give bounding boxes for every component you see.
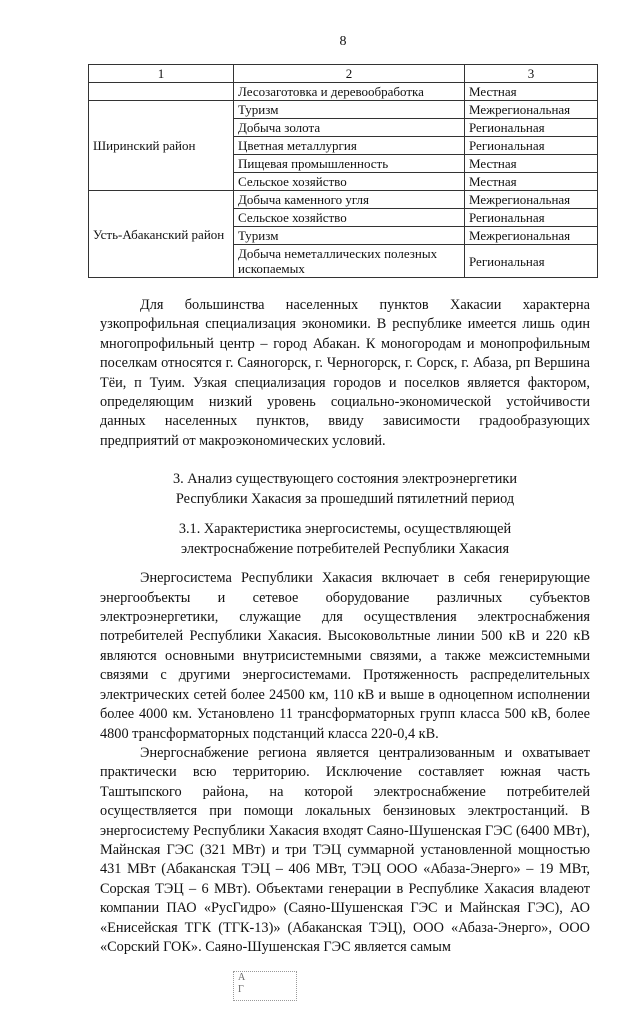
heading-line: Республики Хакасия за прошедший пятилетний период — [175, 491, 515, 508]
paragraph-text: Энергосистема Республики Хакасия включает в себя генерирующие энергообъекты и сетевое оборудование различных субъектов электроэнергетики, служащие для осуществления электроснабжения потребителей Республики Хакасия. Высоковольтные линии 500 кВ и 220 кВ являются основными внутрисистемными связями, а также межсистемными связями с другими энергосистемами. Протяженность распределительных электрических сетей более 24500 км, 110 кВ и выше в одноцепном исполнении более 4000 км. Установлено 11 трансформаторных групп класса 500 кВ, более 4800 трансформаторных подстанций класса 220-0,4 кВ. — [100, 570, 590, 742]
industry-cell: Сельское хозяйство — [234, 173, 465, 191]
industry-cell: Лесозаготовка и деревообработка — [234, 83, 465, 101]
header-cell: 3 — [465, 65, 598, 83]
industry-table — [88, 64, 598, 278]
paragraph-text: Для большинства населенных пунктов Хакасии характерна узкопрофильная специализация экономики. В республике имеется лишь один многопрофильный центр – город Абакан. К моногородам и монопрофильным поселкам относятся г. Саяногорск, г. Черногорск, г. Сорск, г. Абаза, рп Вершина Тёи, п Туим. Узкая специализация городов и поселков является фактором, определяющим низкий уровень социально-экономической устойчивости данных населенных пунктов, ввиду зависимости градообразующих предприятий от макроэкономических условий. — [100, 297, 590, 449]
stamp-letter: Г — [238, 984, 244, 996]
header-cell: 1 — [89, 65, 234, 83]
significance-cell: Межрегиональная — [465, 191, 598, 209]
significance-cell: Местная — [465, 155, 598, 173]
stamp-letter: А — [238, 972, 246, 984]
page-number: 8 — [339, 34, 347, 49]
district-cell: Ширинский район — [89, 101, 234, 191]
industry-cell: Пищевая промышленность — [234, 155, 465, 173]
significance-cell: Межрегиональная — [465, 227, 598, 245]
paragraph-text: Энергоснабжение региона является централизованным и охватывает практически всю территорию. Исключение составляет южная часть Таштыпского района, на которой электроснабжение потребителей осуществляется при помощи локальных бензиновых электростанций. В энергосистему Республики Хакасия входят Саяно-Шушенская ГЭС (6400 МВт), Майнская ГЭС (321 МВт) и три ТЭЦ суммарной установленной мощностью 431 МВт (Абаканская ТЭЦ – 406 МВт, ТЭЦ ООО «Абаза-Энерго» – 19 МВт, Сорская ТЭЦ – 6 МВт). Объектами генерации в Республике Хакасия владеют компании ПАО «РусГидро» (Саяно-Шушенская ГЭС и Майнская ГЭС), АО «Енисейская ТГК (ТГК-13)» (Абаканская ТЭЦ), ООО «Абаза-Энерго», ООО «Сорский ГОК». Саяно-Шушенская ГЭС является самым — [100, 744, 590, 955]
industry-cell: Добыча золота — [234, 119, 465, 137]
heading-line: 3. Анализ существующего состояния электроэнергетики — [172, 471, 517, 488]
industry-cell: Туризм — [234, 227, 465, 245]
significance-cell: Региональная — [465, 119, 598, 137]
significance-cell: Региональная — [465, 209, 598, 227]
section-heading-3-1 — [100, 519, 590, 559]
table-row — [89, 191, 598, 209]
significance-cell: Региональная — [465, 137, 598, 155]
heading-line: 3.1. Характеристика энергосистемы, осуществляющей — [178, 521, 512, 538]
industry-cell: Туризм — [234, 101, 465, 119]
header-cell: 2 — [234, 65, 465, 83]
industry-cell: Сельское хозяйство — [234, 209, 465, 227]
industry-cell: Цветная металлургия — [234, 137, 465, 155]
district-cell — [89, 83, 234, 101]
table-row — [89, 83, 598, 101]
paragraph-specialization — [100, 296, 590, 451]
table-header-row — [89, 65, 598, 83]
industry-cell: Добыча неметаллических полезных ископаемых — [234, 245, 465, 278]
section-heading-3 — [100, 469, 590, 509]
paragraph-energy-supply — [100, 744, 590, 957]
significance-cell: Местная — [465, 173, 598, 191]
significance-cell: Региональная — [465, 245, 598, 278]
stamp-mark — [233, 971, 297, 1001]
significance-cell: Местная — [465, 83, 598, 101]
heading-line: электроснабжение потребителей Республики Хакасия — [180, 541, 510, 558]
table-row — [89, 101, 598, 119]
district-cell: Усть-Абаканский район — [89, 191, 234, 278]
paragraph-energy-system — [100, 569, 590, 744]
industry-cell: Добыча каменного угля — [234, 191, 465, 209]
significance-cell: Межрегиональная — [465, 101, 598, 119]
